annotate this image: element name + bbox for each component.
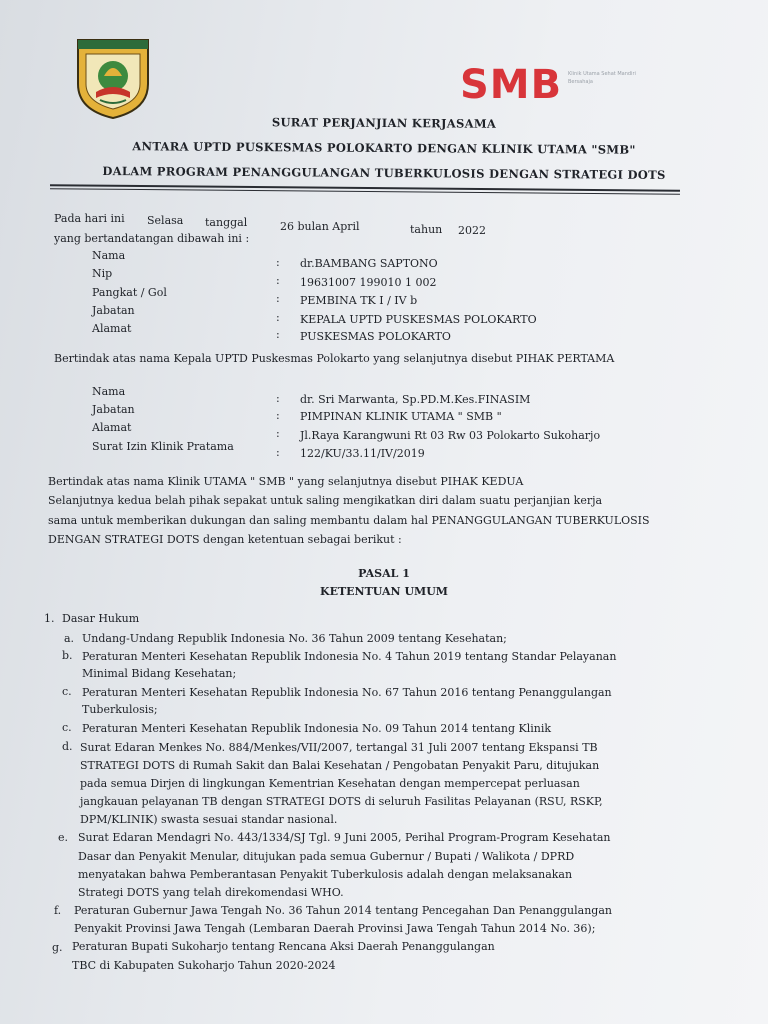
item-c2-letter: c. xyxy=(62,721,72,734)
party2-colon: : xyxy=(276,392,280,405)
title-line-1: SURAT PERJANJIAN KERJASAMA xyxy=(271,115,497,131)
party2-statement-line-3: sama untuk memberikan dukungan dan saling membantu dalam hal PENANGGULANGAN TUBERKULOSIS xyxy=(48,514,650,527)
item-e-letter: e. xyxy=(58,831,69,844)
item-b-line-1: Peraturan Menteri Kesehatan Republik Indonesia No. 4 Tahun 2019 tentang Standar Pelayanan xyxy=(82,650,617,663)
party1-colon: : xyxy=(276,292,280,305)
pasal-title: PASAL 1 xyxy=(358,567,410,580)
party1-label-pangkat: Pangkat / Gol xyxy=(92,286,167,299)
party2-value-alamat: Jl.Raya Karangwuni Rt 03 Rw 03 Polokarto Sukoharjo xyxy=(300,429,601,442)
smb-logo xyxy=(460,62,636,108)
item-d-line-2: STRATEGI DOTS di Rumah Sakit dan Balai Kesehatan / Pengobatan Penyakit Paru, ditujukan xyxy=(80,759,600,772)
party1-value-pangkat: PEMBINA TK I / IV b xyxy=(300,294,418,307)
item-e-line-3: menyatakan bahwa Pemberantasan Penyakit Tuberkulosis adalah dengan melaksanakan xyxy=(78,868,573,881)
party2-label-alamat: Alamat xyxy=(92,421,132,434)
item-d-line-5: DPM/KLINIK) swasta sesuai standar nasional. xyxy=(80,813,338,826)
party1-value-alamat: PUSKESMAS POLOKARTO xyxy=(300,330,451,343)
party2-label-nama: Nama xyxy=(92,385,126,398)
item-c-line-1: Peraturan Menteri Kesehatan Republik Indonesia No. 67 Tahun 2016 tentang Penanggulangan xyxy=(82,686,612,699)
smb-tagline: Klinik Utama Sehat Mandiri Bersahaja xyxy=(568,71,636,85)
item-c2-line-1: Peraturan Menteri Kesehatan Republik Indonesia No. 09 Tahun 2014 tentang Klinik xyxy=(82,722,552,735)
item-d-line-4: jangkauan pelayanan TB dengan STRATEGI DOTS di seluruh Fasilitas Pelayanan (RSU, RSKP, xyxy=(80,795,603,808)
party1-colon: : xyxy=(276,328,280,341)
party2-colon: : xyxy=(276,409,280,422)
item-e-line-1: Surat Edaran Mendagri No. 443/1334/SJ Tgl. 9 Juni 2005, Perihal Program-Program Kesehatan xyxy=(78,831,611,844)
item-f-line-1: Peraturan Gubernur Jawa Tengah No. 36 Tahun 2014 tentang Pencegahan Dan Penanggulangan xyxy=(74,904,612,917)
item-b-line-2: Minimal Bidang Kesehatan; xyxy=(82,667,237,680)
smb-brand-text: SMB xyxy=(460,62,563,108)
party1-colon: : xyxy=(276,274,280,287)
opening-tahun-label: tahun xyxy=(410,223,443,236)
opening-tahun: 2022 xyxy=(458,224,486,237)
party2-statement-line-4: DENGAN STRATEGI DOTS dengan ketentuan sebagai berikut : xyxy=(48,533,402,546)
item-d-line-3: pada semua Dirjen di lingkungan Kementrian Kesehatan dengan mempercepat perluasan xyxy=(80,777,580,790)
opening-tanggal-label: tanggal xyxy=(205,216,248,229)
item-e-line-2: Dasar dan Penyakit Menular, ditujukan pada semua Gubernur / Bupati / Walikota / DPRD xyxy=(78,850,575,863)
item-e-line-4: Strategi DOTS yang telah direkomendasi WHO. xyxy=(78,886,344,899)
party2-statement-line-2: Selanjutnya kedua belah pihak sepakat untuk saling mengikatkan diri dalam suatu perjanjian kerja xyxy=(48,494,603,507)
party2-statement-line-1: Bertindak atas nama Klinik UTAMA " SMB " yang selanjutnya disebut PIHAK KEDUA xyxy=(48,475,524,488)
title-line-2: ANTARA UPTD PUSKESMAS POLOKARTO DENGAN KLINIK UTAMA "SMB" xyxy=(132,139,636,157)
dasar-hukum-number: 1. xyxy=(44,612,55,625)
opening-pada-hari: Pada hari ini xyxy=(54,212,125,225)
item-b-letter: b. xyxy=(62,649,73,662)
item-d-letter: d. xyxy=(62,740,73,753)
party1-label-nama: Nama xyxy=(92,249,126,262)
party1-value-nip: 19631007 199010 1 002 xyxy=(300,276,437,289)
item-a-letter: a. xyxy=(64,632,75,645)
item-f-line-2: Penyakit Provinsi Jawa Tengah (Lembaran Daerah Provinsi Jawa Tengah Tahun 2014 No. 36); xyxy=(74,922,596,935)
party1-colon: : xyxy=(276,256,280,269)
opening-hari: Selasa xyxy=(147,214,184,227)
party2-value-jabatan: PIMPINAN KLINIK UTAMA " SMB " xyxy=(300,410,502,423)
party2-colon: : xyxy=(276,427,280,440)
opening-tanggal: 26 bulan April xyxy=(280,220,360,233)
party2-value-izin: 122/KU/33.11/IV/2019 xyxy=(300,447,425,460)
pasal-subtitle: KETENTUAN UMUM xyxy=(320,585,448,598)
item-c-line-2: Tuberkulosis; xyxy=(82,703,158,716)
item-d-line-1: Surat Edaran Menkes No. 884/Menkes/VII/2007, tertangal 31 Juli 2007 tentang Ekspansi TB xyxy=(80,741,598,754)
title-line-3: DALAM PROGRAM PENANGGULANGAN TUBERKULOSIS DENGAN STRATEGI DOTS xyxy=(102,164,666,182)
item-g-letter: g. xyxy=(52,941,63,954)
item-g-line-1: Peraturan Bupati Sukoharjo tentang Rencana Aksi Daerah Penanggulangan xyxy=(72,940,495,953)
party2-label-jabatan: Jabatan xyxy=(92,403,135,416)
party1-statement: Bertindak atas nama Kepala UPTD Puskesmas Polokarto yang selanjutnya disebut PIHAK PERTAMA xyxy=(54,352,615,365)
party2-colon: : xyxy=(276,446,280,459)
item-g-line-2: TBC di Kabupaten Sukoharjo Tahun 2020-2024 xyxy=(72,959,336,972)
dasar-hukum-heading: Dasar Hukum xyxy=(62,612,140,625)
item-a-line-1: Undang-Undang Republik Indonesia No. 36 Tahun 2009 tentang Kesehatan; xyxy=(82,632,507,645)
regency-emblem-icon xyxy=(74,36,152,120)
party2-label-izin: Surat Izin Klinik Pratama xyxy=(92,440,234,453)
party1-value-jabatan: KEPALA UPTD PUSKESMAS POLOKARTO xyxy=(300,313,537,326)
opening-line-2: yang bertandatangan dibawah ini : xyxy=(54,232,250,245)
party1-label-jabatan: Jabatan xyxy=(92,304,135,317)
item-f-letter: f. xyxy=(54,904,62,917)
party1-colon: : xyxy=(276,311,280,324)
party1-label-nip: Nip xyxy=(92,267,113,280)
party2-value-nama: dr. Sri Marwanta, Sp.PD.M.Kes.FINASIM xyxy=(300,393,531,406)
party1-label-alamat: Alamat xyxy=(92,322,132,335)
party1-value-nama: dr.BAMBANG SAPTONO xyxy=(300,257,438,270)
item-c-letter: c. xyxy=(62,685,72,698)
